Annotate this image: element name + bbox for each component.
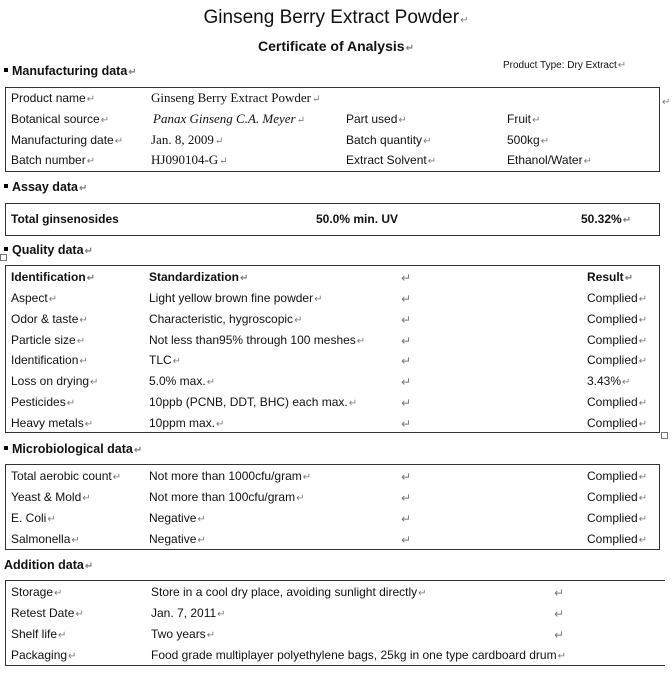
- para-mark: ↵: [622, 377, 631, 389]
- quality-row-spec: [149, 374, 215, 388]
- para-mark: ↵: [54, 588, 63, 599]
- quality-row-result: [587, 312, 647, 326]
- addition-row-empty-mark: ↵: [554, 628, 565, 642]
- para-mark: ↵: [638, 472, 648, 483]
- batch-quantity-label: Batch quantity↵: [346, 133, 432, 147]
- quality-row-item: [11, 333, 85, 347]
- quality-row-empty-mark: ↵: [401, 416, 412, 431]
- batch-number-value: HJ090104-G↵: [151, 152, 228, 167]
- part-used-label: Part used↵: [346, 112, 407, 126]
- quality-row-spec: [149, 353, 181, 367]
- addition-row-item: [11, 606, 84, 620]
- product-name-label: Product name↵: [11, 91, 96, 105]
- micro-row-spec: [149, 532, 206, 546]
- para-mark: ↵: [84, 418, 94, 430]
- quality-header-result: Result↵: [587, 270, 634, 284]
- quality-row-item-text: Loss on drying: [11, 374, 90, 389]
- para-mark: ↵: [75, 609, 84, 620]
- para-mark: ↵: [296, 493, 305, 504]
- para-mark: ↵: [348, 398, 358, 409]
- section-heading-microbiological: Microbiological data↵: [4, 442, 142, 456]
- addition-row-item: [11, 648, 76, 662]
- quality-row-result: [587, 395, 647, 409]
- para-mark: ↵: [90, 377, 99, 389]
- para-mark: ↵: [82, 493, 91, 504]
- addition-row-item-text: Packaging: [11, 648, 68, 662]
- quality-row-item-text: Identification: [11, 353, 79, 368]
- para-mark: ↵: [638, 294, 648, 305]
- microbiological-table: [5, 464, 660, 550]
- addition-row-value: [151, 648, 566, 662]
- addition-row-item-text: Storage: [11, 585, 54, 599]
- addition-row-item-text: Shelf life: [11, 627, 58, 641]
- quality-row-result-text: 3.43%: [587, 374, 622, 389]
- assay-label: Total ginsenosides: [11, 212, 119, 226]
- para-mark: ↵: [294, 314, 303, 326]
- table-move-handle[interactable]: [0, 254, 7, 261]
- para-mark: ↵: [79, 314, 88, 326]
- side-para-mark: ↵: [662, 97, 671, 108]
- para-mark: ↵: [638, 535, 648, 546]
- quality-row-result-text: Complied: [587, 332, 638, 347]
- micro-row-result-text: Complied: [587, 511, 638, 525]
- quality-row-result: [587, 416, 647, 430]
- micro-row-empty-mark: ↵: [401, 470, 412, 484]
- addition-row-item-text: Retest Date: [11, 606, 75, 620]
- quality-row-item: [11, 312, 88, 326]
- quality-row-spec: [149, 312, 302, 326]
- para-mark: ↵: [197, 535, 206, 546]
- quality-row-result-text: Complied: [587, 291, 638, 305]
- section-heading-quality: Quality data↵: [4, 243, 93, 257]
- quality-row-result-text: Complied: [587, 415, 638, 430]
- para-mark: ↵: [68, 651, 77, 662]
- manufacturing-table: [5, 87, 660, 172]
- quality-row-item: [11, 353, 88, 367]
- quality-row-item: [11, 291, 57, 305]
- section-heading-manufacturing: Manufacturing data↵: [4, 64, 137, 78]
- para-mark: ↵: [71, 535, 80, 546]
- quality-row-spec-text: TLC: [149, 353, 172, 368]
- batch-quantity-value: 500kg↵: [507, 133, 550, 147]
- part-used-value: Fruit↵: [507, 112, 541, 126]
- micro-row-result: [587, 532, 647, 546]
- para-mark: ↵: [638, 514, 648, 525]
- para-mark: ↵: [66, 398, 76, 409]
- addition-row-value-text: Jan. 7, 2011: [151, 606, 217, 620]
- addition-table: [5, 580, 665, 666]
- quality-row-spec-text: Not less than95% through 100 meshes: [149, 332, 356, 347]
- addition-row-item: [11, 585, 62, 599]
- extract-solvent-value: Ethanol/Water↵: [507, 153, 592, 167]
- addition-row-value: [151, 606, 226, 620]
- micro-row-result-text: Complied: [587, 532, 638, 546]
- addition-row-empty-mark: ↵: [554, 586, 565, 600]
- quality-table: [5, 265, 660, 433]
- section-heading-addition: Addition data↵: [4, 558, 94, 572]
- quality-row-spec-text: Characteristic, hygroscopic: [149, 311, 294, 326]
- botanical-source-value: Panax Ginseng C.A. Meyer↵: [153, 111, 305, 126]
- para-mark: ↵: [206, 630, 216, 641]
- micro-row-empty-mark: ↵: [401, 512, 412, 526]
- quality-row-empty-mark: ↵: [401, 312, 412, 327]
- quality-row-empty-mark: ↵: [401, 375, 412, 390]
- quality-row-item: [11, 416, 93, 430]
- micro-row-result-text: Complied: [587, 490, 638, 504]
- quality-row-result: [587, 374, 630, 388]
- manufacturing-date-value: Jan. 8, 2009↵: [151, 132, 224, 147]
- quality-row-result: [587, 291, 647, 305]
- quality-row-item-text: Particle size: [11, 332, 76, 347]
- micro-row-result: [587, 490, 647, 504]
- micro-row-empty-mark: ↵: [401, 491, 412, 505]
- para-mark: ↵: [172, 356, 182, 368]
- quality-row-result: [587, 333, 647, 347]
- para-mark: ↵: [76, 335, 86, 347]
- micro-row-spec: [149, 469, 311, 483]
- quality-row-spec-text: 10ppb (PCNB, DDT, BHC) each max.: [149, 395, 348, 409]
- para-mark: ↵: [58, 630, 67, 641]
- micro-row-item-text: E. Coli: [11, 511, 47, 525]
- quality-row-result-text: Complied: [587, 395, 638, 409]
- quality-row-item-text: Heavy metals: [11, 415, 84, 430]
- batch-number-label: Batch number↵: [11, 153, 96, 167]
- para-mark: ↵: [638, 356, 648, 368]
- quality-row-empty-mark: ↵: [401, 354, 412, 369]
- para-mark: ↵: [314, 294, 323, 305]
- para-mark: ↵: [217, 609, 226, 620]
- document-subtitle: Certificate of Analysis↵: [258, 38, 414, 54]
- para-mark: ↵: [638, 398, 648, 409]
- extract-solvent-label: Extract Solvent↵: [346, 153, 437, 167]
- product-name-value: Ginseng Berry Extract Powder↵: [151, 90, 321, 105]
- micro-row-spec-text: Not more than 1000cfu/gram: [149, 469, 302, 483]
- micro-row-item: [11, 469, 121, 483]
- micro-row-result: [587, 469, 647, 483]
- quality-row-empty-mark: ↵: [401, 333, 412, 348]
- addition-row-value-text: Two years: [151, 627, 206, 641]
- quality-row-spec-text: Light yellow brown fine powder: [149, 291, 314, 305]
- para-mark: ↵: [302, 472, 312, 483]
- quality-header-identification: Identification↵: [11, 270, 96, 284]
- micro-row-item: [11, 490, 91, 504]
- quality-row-result: [587, 353, 647, 367]
- quality-row-item-text: Pesticides: [11, 395, 66, 409]
- micro-row-spec: [149, 490, 304, 504]
- addition-row-value: [151, 585, 427, 599]
- micro-row-spec: [149, 511, 206, 525]
- addition-row-value-text: Store in a cool dry place, avoiding sunlight directly: [151, 585, 418, 599]
- quality-row-item-text: Aspect: [11, 291, 48, 305]
- quality-row-result-text: Complied: [587, 353, 638, 368]
- manufacturing-date-label: Manufacturing date↵: [11, 133, 124, 147]
- quality-row-spec-text: 5.0% max.: [149, 374, 206, 389]
- micro-row-empty-mark: ↵: [401, 533, 412, 547]
- quality-row-empty-mark: ↵: [401, 292, 412, 306]
- micro-row-spec-text: Not more than 100cfu/gram: [149, 490, 296, 504]
- quality-row-empty-mark: ↵: [401, 396, 412, 410]
- quality-row-spec: [149, 291, 322, 305]
- product-type: Product Type: Dry Extract↵: [503, 60, 627, 71]
- assay-result: 50.32%↵: [581, 212, 632, 226]
- assay-spec: 50.0% min. UV: [316, 212, 399, 226]
- quality-row-spec: [149, 416, 224, 430]
- section-heading-assay: Assay data↵: [4, 180, 87, 194]
- micro-row-item: [11, 532, 80, 546]
- para-mark: ↵: [197, 514, 206, 525]
- para-mark: ↵: [112, 472, 122, 483]
- para-mark: ↵: [557, 651, 566, 662]
- addition-row-value: [151, 627, 215, 641]
- para-mark: ↵: [638, 418, 648, 430]
- para-mark: ↵: [48, 294, 58, 305]
- para-mark: ↵: [216, 418, 225, 430]
- micro-row-item: [11, 511, 56, 525]
- quality-header-empty-mark: ↵: [401, 271, 412, 285]
- quality-row-spec-text: 10ppm max.: [149, 415, 216, 430]
- para-mark: ↵: [47, 514, 56, 525]
- para-mark: ↵: [356, 335, 366, 347]
- quality-row-result-text: Complied: [587, 311, 638, 326]
- para-mark: ↵: [638, 335, 648, 347]
- table-resize-handle[interactable]: [661, 432, 668, 439]
- micro-row-item-text: Salmonella: [11, 532, 71, 546]
- quality-row-item: [11, 374, 98, 388]
- para-mark: ↵: [418, 588, 427, 599]
- quality-header-standardization: Standardization↵: [149, 270, 249, 284]
- micro-row-item-text: Total aerobic count: [11, 469, 112, 483]
- assay-table: [5, 203, 660, 236]
- quality-row-spec: [149, 395, 357, 409]
- para-mark: ↵: [638, 314, 648, 326]
- quality-row-item: [11, 395, 75, 409]
- addition-row-value-text: Food grade multiplayer polyethylene bags, 25kg in one type cardboard drum: [151, 648, 557, 662]
- document-title: Ginseng Berry Extract Powder↵: [203, 7, 469, 28]
- para-mark: ↵: [206, 377, 216, 389]
- addition-row-empty-mark: ↵: [554, 607, 565, 621]
- para-mark: ↵: [638, 493, 648, 504]
- micro-row-result: [587, 511, 647, 525]
- quality-row-item-text: Odor & taste: [11, 311, 79, 326]
- micro-row-spec-text: Negative: [149, 532, 197, 546]
- micro-row-item-text: Yeast & Mold: [11, 490, 82, 504]
- micro-row-result-text: Complied: [587, 469, 638, 483]
- para-mark: ↵: [79, 356, 88, 368]
- quality-row-spec: [149, 333, 365, 347]
- micro-row-spec-text: Negative: [149, 511, 197, 525]
- addition-row-item: [11, 627, 66, 641]
- botanical-source-label: Botanical source↵: [11, 112, 110, 126]
